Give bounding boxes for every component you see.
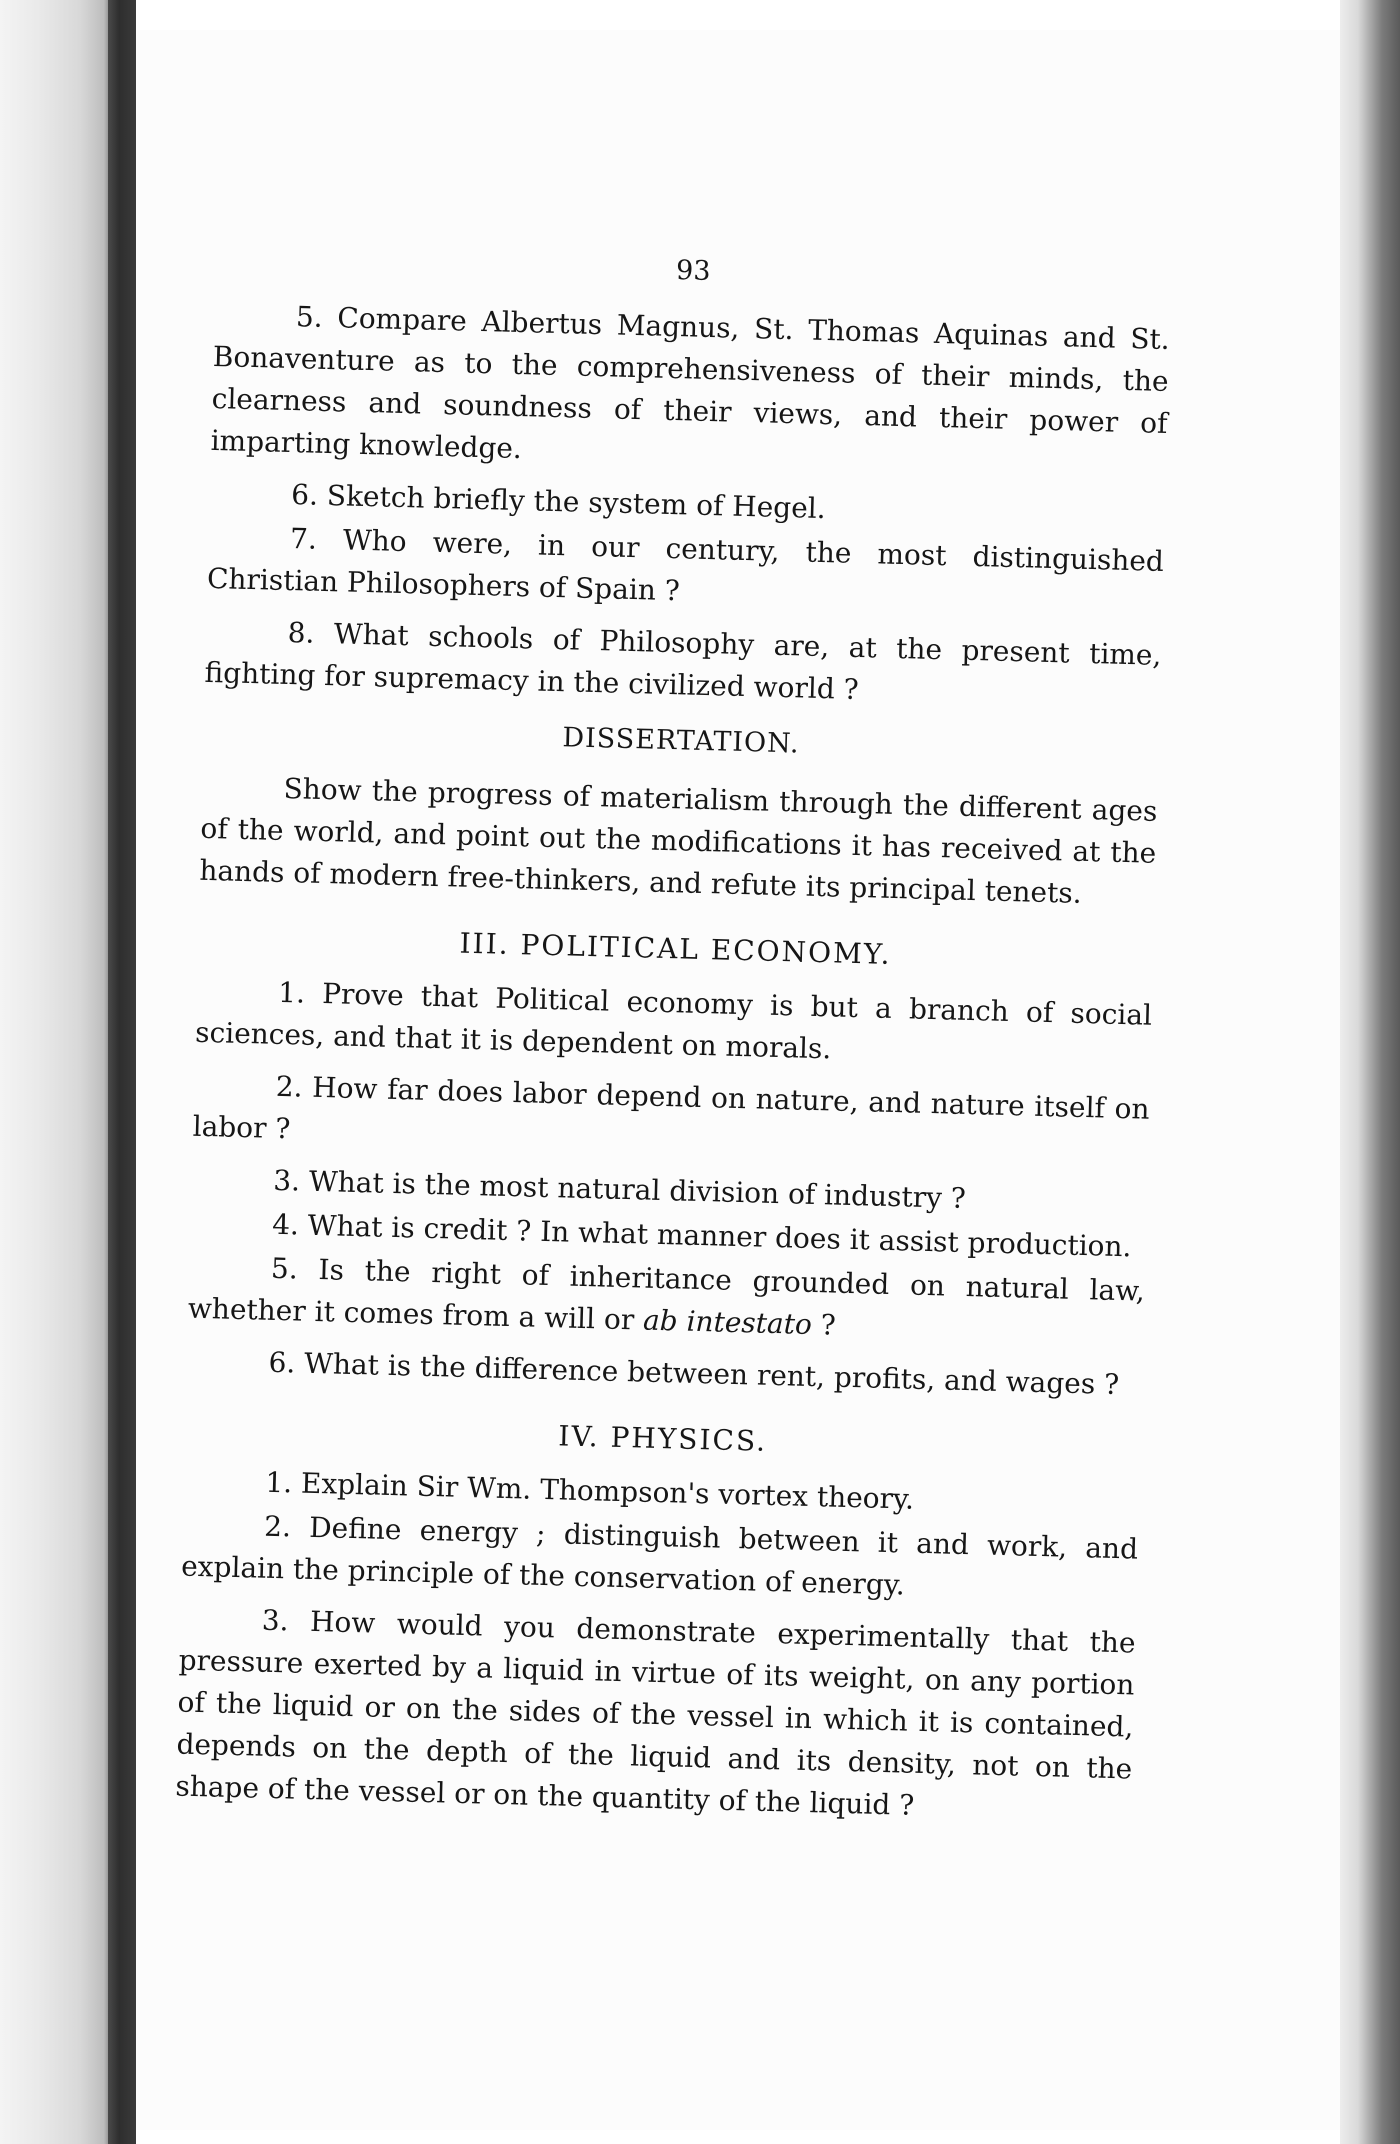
political-economy-question-1: 1. Prove that Political economy is but a branch of social sciences, and that it is dependent on morals. bbox=[194, 975, 1153, 1066]
political-economy-question-6: 6. What is the difference between rent, profits, and wages ? bbox=[268, 1345, 1120, 1402]
political-economy-question-4: 4. What is credit ? In what manner does it assist production. bbox=[271, 1207, 1132, 1264]
philosophy-question-6: 6. Sketch briefly the system of Hegel. bbox=[290, 478, 827, 526]
scan-margin-right bbox=[1340, 0, 1400, 2144]
philosophy-question-7: 7. Who were, in our century, the most distinguished Christian Philosophers of Spain ? bbox=[206, 522, 1165, 608]
book-gutter bbox=[108, 0, 136, 2144]
physics-heading: IV. PHYSICS. bbox=[557, 1419, 768, 1458]
philosophy-question-8: 8. What schools of Philosophy are, at the present time, fighting for supremacy in the civilized world ? bbox=[204, 616, 1162, 706]
physics-question-3: 3. How would you demonstrate experimentally that the pressure exerted by a liquid in virtue of its weight, on any portion of the liquid or on the sides of the vessel in which it is contained, depends on the depth of the liquid and its density, not on the shape of the vessel or on the quantity of the liquid ? bbox=[175, 1603, 1136, 1822]
philosophy-question-5: 5. Compare Albertus Magnus, St. Thomas Aquinas and St. Bonaventure as to the comprehensiveness of their minds, the clearness and soundness of their views, and their power of imparting knowledge. bbox=[210, 300, 1171, 466]
question-5-end: ? bbox=[811, 1307, 837, 1342]
physics-question-1: 1. Explain Sir Wm. Thompson's vortex theory. bbox=[265, 1465, 915, 1516]
political-economy-question-3: 3. What is the most natural division of industry ? bbox=[272, 1163, 967, 1215]
dissertation-text: Show the progress of materialism through the different ages of the world, and point out the modifications it has received at the hands of modern free-thinkers, and refute its principal tenets. bbox=[199, 771, 1158, 910]
political-economy-question-2: 2. How far does labor depend on nature, and nature itself on labor ? bbox=[192, 1069, 1150, 1146]
political-economy-heading: III. POLITICAL ECONOMY. bbox=[459, 926, 892, 971]
page-text-column bbox=[175, 238, 1172, 1842]
question-5-italic-phrase: ab intestato bbox=[642, 1303, 813, 1341]
question-5-text: 5. Is the right of inheritance grounded on natural law, whether it comes from a will or bbox=[187, 1251, 1146, 1337]
scan-margin-left bbox=[0, 0, 108, 2144]
page-number: 93 bbox=[675, 255, 711, 287]
dissertation-heading: DISSERTATION. bbox=[562, 722, 800, 760]
physics-question-2: 2. Define energy ; distinguish between it and work, and explain the principle of the conservation of energy. bbox=[180, 1509, 1139, 1602]
